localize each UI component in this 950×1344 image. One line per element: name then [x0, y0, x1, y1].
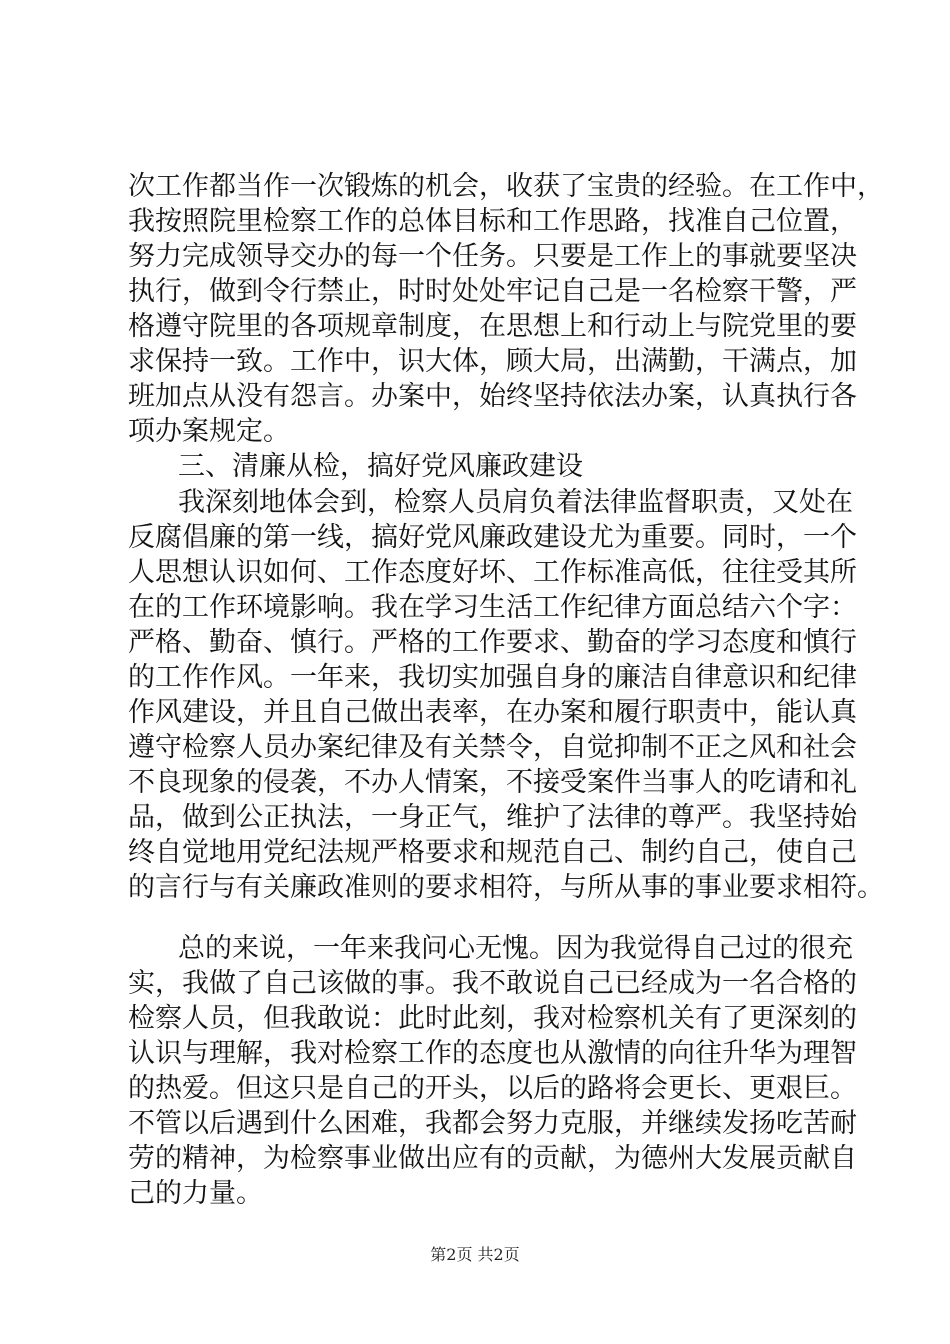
text-line: 遵守检察人员办案纪律及有关禁令，自觉抑制不正之风和社会 [128, 732, 857, 763]
text-line: 人思想认识如何、工作态度好坏、工作标准高低，往往受其所 [128, 557, 857, 588]
text-line: 认识与理解，我对检察工作的态度也从激情的向往升华为理智 [128, 1038, 857, 1069]
text-line: 作风建设，并且自己做出表率，在办案和履行职责中，能认真 [128, 697, 857, 728]
text-line: 不管以后遇到什么困难，我都会努力克服，并继续发扬吃苦耐 [128, 1108, 857, 1139]
text-line: 格遵守院里的各项规章制度，在思想上和行动上与院党里的要 [128, 311, 857, 342]
text-line: 检察人员，但我敢说：此时此刻，我对检察机关有了更深刻的 [128, 1003, 857, 1034]
text-line: 努力完成领导交办的每一个任务。只要是工作上的事就要坚决 [128, 241, 857, 272]
text-line: 实，我做了自己该做的事。我不敢说自己已经成为一名合格的 [128, 968, 857, 999]
text-line: 品，做到公正执法，一身正气，维护了法律的尊严。我坚持始 [128, 802, 857, 833]
text-line: 严格、勤奋、慎行。严格的工作要求、勤奋的学习态度和慎行 [128, 627, 857, 658]
text-line: 总的来说，一年来我问心无愧。因为我觉得自己过的很充 [178, 933, 853, 964]
text-line: 终自觉地用党纪法规严格要求和规范自己、制约自己，使自己 [128, 837, 857, 868]
text-line: 劳的精神，为检察事业做出应有的贡献，为德州大发展贡献自 [128, 1143, 857, 1174]
text-line: 班加点从没有怨言。办案中，始终坚持依法办案，认真执行各 [128, 381, 857, 412]
text-line: 不良现象的侵袭，不办人情案，不接受案件当事人的吃请和礼 [128, 767, 857, 798]
text-line: 的热爱。但这只是自己的开头，以后的路将会更长、更艰巨。 [128, 1073, 857, 1104]
page-footer: 第2页 共2页 [430, 1245, 520, 1264]
text-line: 反腐倡廉的第一线，搞好党风廉政建设尤为重要。同时，一个 [128, 522, 857, 553]
text-line: 我深刻地体会到，检察人员肩负着法律监督职责，又处在 [178, 487, 853, 518]
text-line: 执行，做到令行禁止，时时处处牢记自己是一名检察干警，严 [128, 276, 857, 307]
section-heading: 三、清廉从检，搞好党风廉政建设 [178, 451, 583, 482]
text-line: 的工作作风。一年来，我切实加强自身的廉洁自律意识和纪律 [128, 662, 857, 693]
text-line: 我按照院里检察工作的总体目标和工作思路，找准自己位置， [128, 206, 857, 237]
text-line: 次工作都当作一次锻炼的机会，收获了宝贵的经验。在工作中， [128, 171, 884, 202]
text-line: 的言行与有关廉政准则的要求相符，与所从事的事业要求相符。 [128, 872, 884, 903]
text-line: 己的力量。 [128, 1178, 263, 1209]
text-line: 求保持一致。工作中，识大体，顾大局，出满勤，干满点，加 [128, 346, 857, 377]
text-line: 项办案规定。 [128, 416, 290, 447]
text-line: 在的工作环境影响。我在学习生活工作纪律方面总结六个字： [128, 592, 857, 623]
